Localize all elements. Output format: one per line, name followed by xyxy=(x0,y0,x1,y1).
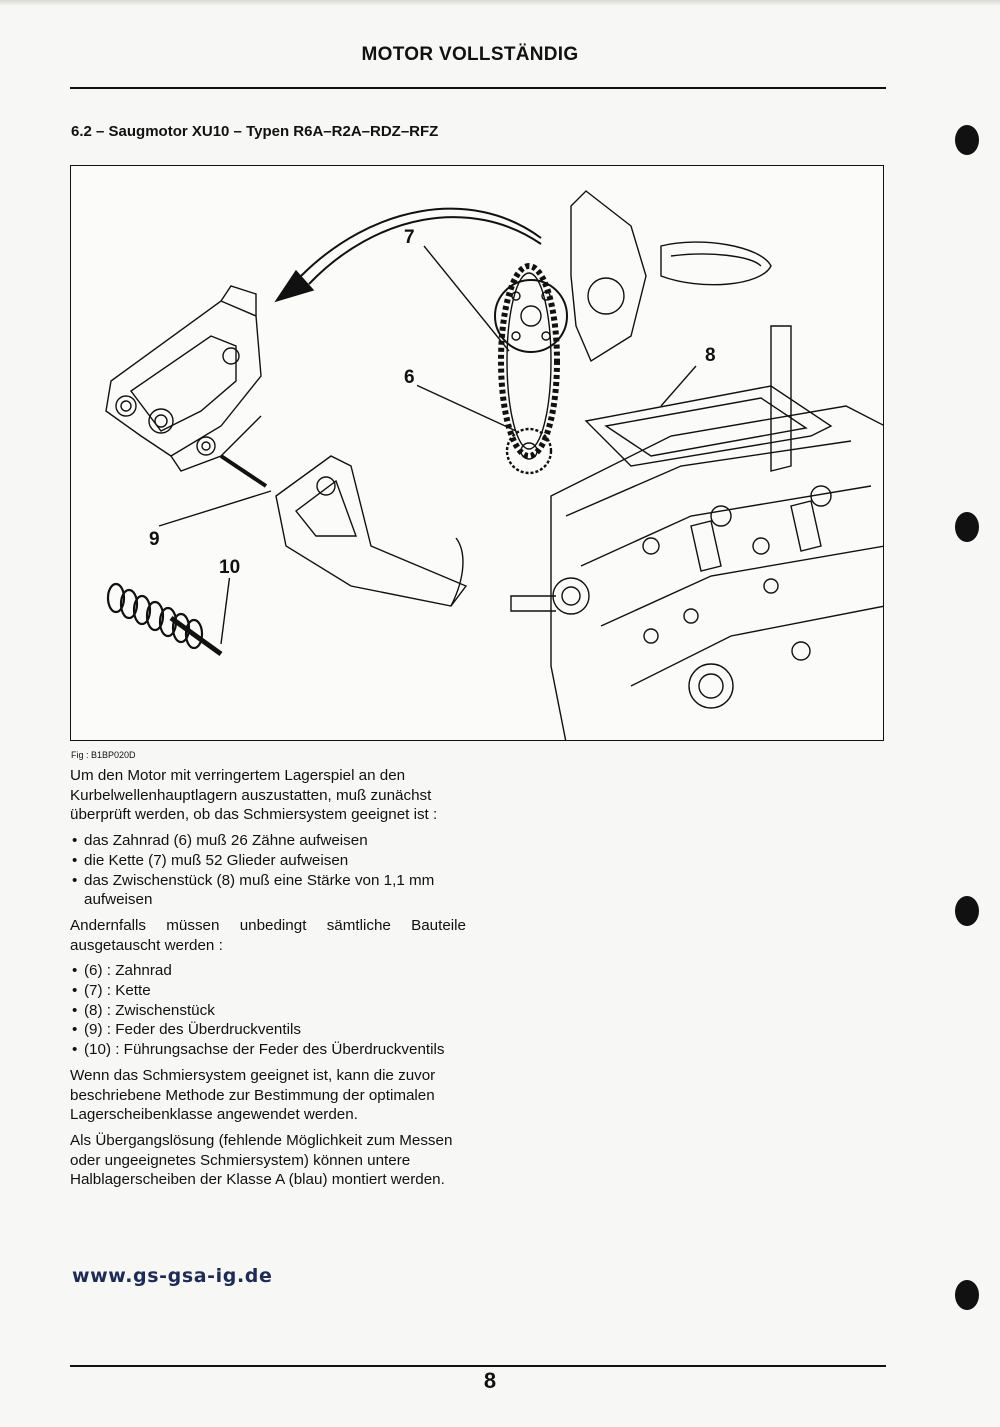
parts-list xyxy=(70,961,466,1060)
section-heading: 6.2 – Saugmotor XU10 – Typen R6A–R2A–RDZ–RFZ xyxy=(71,123,439,140)
list-item: • (9) : Feder des Überdruckventils xyxy=(70,1020,466,1040)
list-item: • (10) : Führungsachse der Feder des Überdruckventils xyxy=(70,1040,466,1060)
transition-paragraph: Als Übergangslösung (fehlende Möglichkeit zum Messen oder ungeeignetes Schmiersystem) können untere Halblagerscheiben der Klasse A (blau) montiert werden. xyxy=(70,1131,453,1189)
website-link[interactable]: www.gs-gsa-ig.de xyxy=(72,1265,273,1287)
punch-hole xyxy=(955,1280,979,1310)
callout-10: 10 xyxy=(219,557,241,578)
callout-9: 9 xyxy=(149,529,160,550)
engine-block xyxy=(511,326,884,741)
otherwise-paragraph: Andernfalls müssen unbedingt sämtliche Bauteile ausgetauscht werden : xyxy=(70,916,466,954)
punch-hole xyxy=(955,512,979,542)
intro-paragraph: Um den Motor mit verringertem Lagerspiel an den Kurbelwellenhauptlagern auszustatten, muß zunächst überprüft werden, ob das Schmiersystem geeignet ist : xyxy=(70,767,438,824)
engine-figure xyxy=(70,165,884,741)
punch-hole xyxy=(955,896,979,926)
list-item: • (7) : Kette xyxy=(70,981,466,1001)
small-spring xyxy=(221,456,266,486)
check-list xyxy=(70,831,466,910)
page-title: MOTOR VOLLSTÄNDIG xyxy=(361,44,579,65)
page-top-edge xyxy=(0,0,1000,6)
figure-caption: Fig : B1BP020D xyxy=(71,750,136,760)
page-number: 8 xyxy=(483,1368,497,1393)
relief-valve-spring xyxy=(108,584,202,648)
callout-6: 6 xyxy=(404,367,415,388)
oil-pickup xyxy=(276,456,466,606)
list-item: • die Kette (7) muß 52 Glieder aufweisen xyxy=(70,851,466,871)
punch-hole xyxy=(955,125,979,155)
header-rule xyxy=(70,87,886,89)
list-item: • das Zahnrad (6) muß 26 Zähne aufweisen xyxy=(70,831,466,851)
callout-7: 7 xyxy=(404,227,415,248)
callout-8: 8 xyxy=(705,345,716,366)
lower-sprocket xyxy=(507,429,551,473)
body-text xyxy=(70,766,466,1196)
list-item: • das Zwischenstück (8) muß eine Stärke von 1,1 mm aufweisen xyxy=(70,871,466,910)
list-item: • (6) : Zahnrad xyxy=(70,961,466,981)
oil-pump-body xyxy=(106,286,261,471)
spacer-plate xyxy=(586,386,831,466)
footer-rule xyxy=(70,1365,886,1367)
engine-drawing xyxy=(71,166,884,741)
method-paragraph: Wenn das Schmiersystem geeignet ist, kann die zuvor beschriebene Methode zur Bestimmung der optimalen Lagerscheibenklasse angewendet werden. xyxy=(70,1066,436,1124)
list-item: • (8) : Zwischenstück xyxy=(70,1001,466,1021)
timing-chain xyxy=(501,266,557,456)
